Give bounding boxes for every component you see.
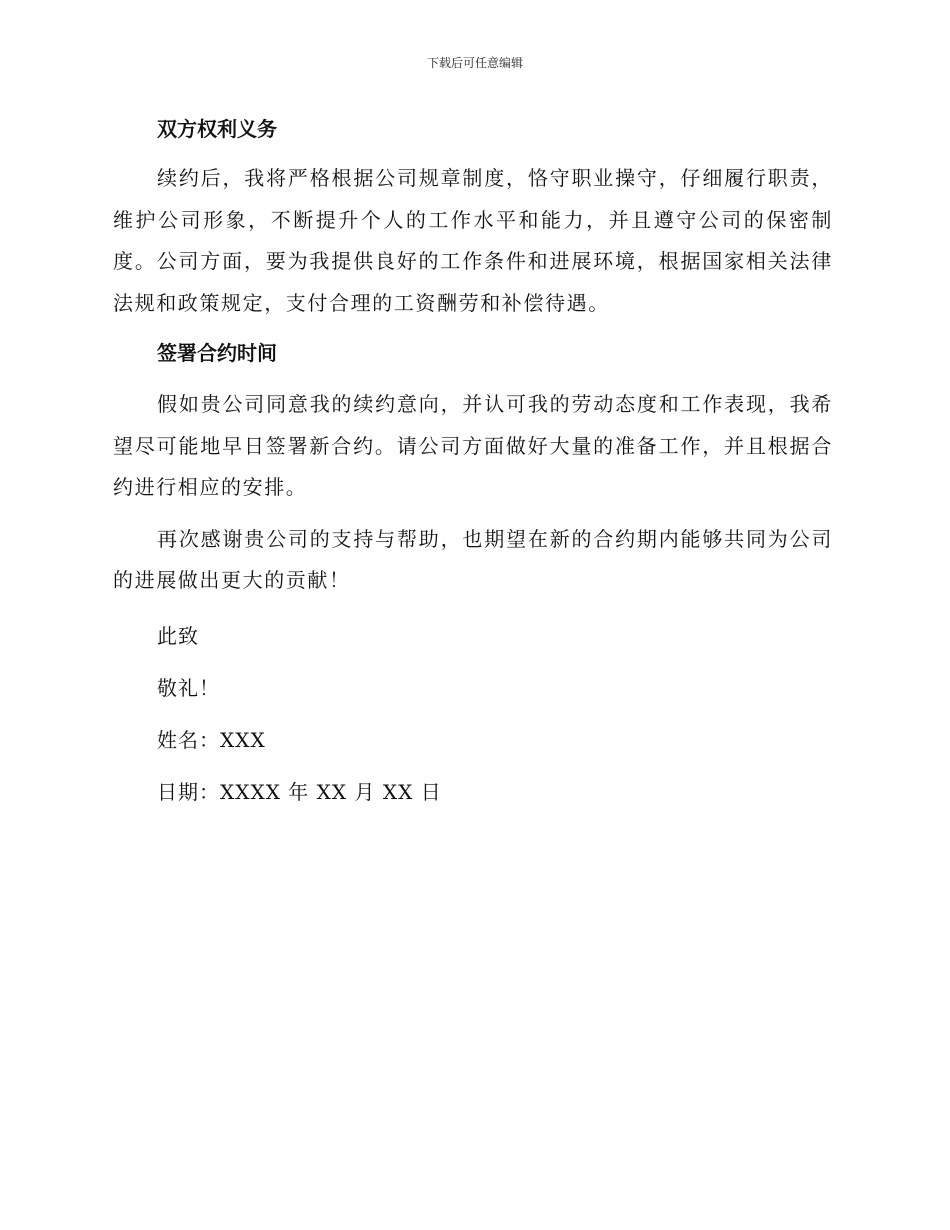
signing-paragraph: 假如贵公司同意我的续约意向，并认可我的劳动态度和工作表现，我希望尽可能地早日签署新合约。请公司方面做好大量的准备工作，并且根据合约进行相应的安排。: [113, 392, 833, 499]
signing-heading: 签署合约时间: [157, 341, 277, 365]
salutation-jingli: 敬礼！: [157, 675, 220, 700]
date-line: 日期：XXXX 年 XX 月 XX 日: [157, 779, 442, 804]
thanks-paragraph: 再次感谢贵公司的支持与帮助，也期望在新的合约期内能够共同为公司的进展做出更大的贡献！: [113, 526, 833, 592]
name-line: 姓名：XXX: [157, 727, 266, 752]
letter-body: [113, 108, 833, 818]
page-header: 下载后可任意编辑: [426, 56, 523, 70]
rights-heading: 双方权利义务: [157, 117, 277, 141]
salutation-cizhi: 此致: [157, 623, 199, 648]
rights-paragraph: 续约后，我将严格根据公司规章制度，恪守职业操守，仔细履行职责，维护公司形象，不断提升个人的工作水平和能力，并且遵守公司的保密制度。公司方面，要为我提供良好的工作条件和进展环境，根据国家相关法律法规和政策规定，支付合理的工资酬劳和补偿待遇。: [113, 166, 833, 315]
